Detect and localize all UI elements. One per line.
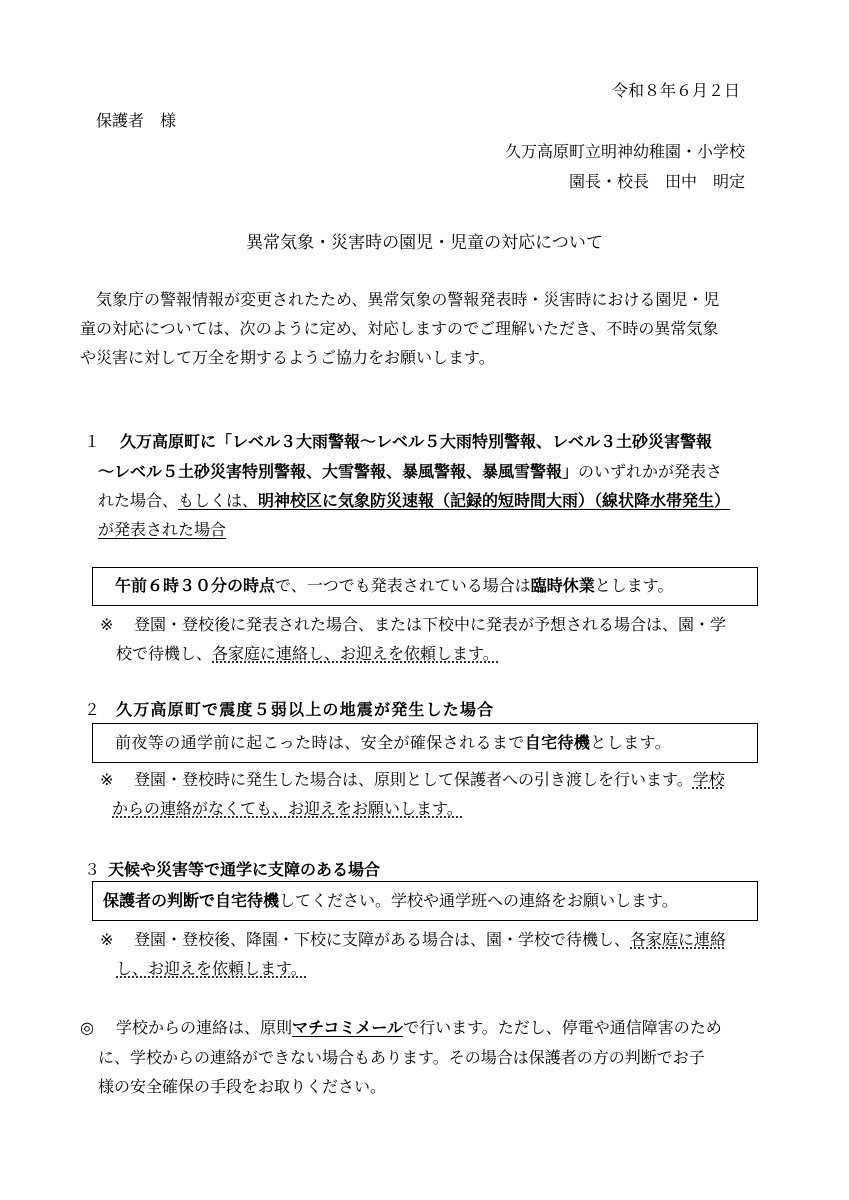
footer-line: に、学校からの連絡ができない場合もあります。その場合は保護者の方の判断でお子 bbox=[98, 1048, 705, 1067]
section-3-rule bbox=[103, 884, 678, 918]
rule-stay-home: 自宅待機 bbox=[524, 733, 591, 752]
section-1-text-underlined: が発表された場合 bbox=[98, 520, 227, 539]
document-title: 異常気象・災害時の園児・児童の対応について bbox=[246, 233, 603, 253]
note-text-underlined: 学校 bbox=[692, 770, 725, 789]
section-2-rule-box bbox=[92, 723, 758, 763]
section-number: １ bbox=[84, 432, 101, 451]
section-2-rule bbox=[115, 726, 671, 760]
footer-line bbox=[116, 1015, 722, 1041]
intro-line: や災害に対して万全を期するようご協力をお願いします。 bbox=[80, 348, 495, 367]
issuer-name: 園長・校長 田中 明定 bbox=[568, 172, 745, 191]
note-text: 校で待機し、 bbox=[116, 644, 213, 663]
section-3-rule-box bbox=[92, 881, 758, 921]
issue-date: 令和８年６月２日 bbox=[612, 81, 741, 100]
section-1-condition-text: のいずれかが発表さ bbox=[578, 462, 723, 481]
section-1-bulletin: 明神校区に気象防災速報（記録的短時間大雨）（線状降水帯発生） bbox=[258, 491, 731, 510]
section-1-text: れた場合、 bbox=[98, 491, 179, 510]
intro-line: 気象庁の警報情報が変更されたため、異常気象の警報発表時・災害時における園児・児 bbox=[96, 290, 720, 309]
rule-text: とします。 bbox=[590, 733, 672, 752]
rule-time: 午前６時３０分の時点 bbox=[115, 576, 276, 595]
note-text-underlined: 各家庭に連絡 bbox=[630, 930, 727, 949]
footer-mark: ◎ bbox=[80, 1018, 94, 1037]
section-number: ３ bbox=[84, 860, 101, 879]
rule-text: とします。 bbox=[594, 576, 674, 595]
note-mark: ※ bbox=[100, 615, 114, 634]
section-1-rule bbox=[115, 569, 673, 603]
note-mark: ※ bbox=[100, 930, 114, 949]
section-2-heading: 久万高原町で震度５弱以上の地震が発生した場合 bbox=[116, 700, 495, 719]
intro-line: 童の対応については、次のように定め、対応しますのでご理解いただき、不時の異常気象 bbox=[80, 319, 719, 338]
note-text: 登園・登校後、降園・下校に支障がある場合は、園・学校で待機し、 bbox=[134, 930, 631, 949]
section-1-condition-line bbox=[98, 488, 730, 514]
section-number: ２ bbox=[84, 700, 101, 719]
footer-line: 様の安全確保の手段をお取りください。 bbox=[98, 1077, 387, 1096]
rule-text: 前夜等の通学前に起こった時は、安全が確保されるまで bbox=[115, 733, 525, 752]
footer-text: 学校からの連絡は、原則 bbox=[116, 1018, 293, 1037]
section-1-note-line bbox=[116, 641, 499, 667]
rule-text: してください。学校や通学班への連絡をお願いします。 bbox=[279, 891, 678, 910]
rule-closure: 臨時休業 bbox=[530, 576, 595, 595]
rule-guardian-judgement: 保護者の判断で自宅待機 bbox=[103, 891, 280, 910]
note-text-underlined: 各家庭に連絡し、お迎えを依頼します。 bbox=[212, 644, 499, 663]
section-3-heading: 天候や災害等で通学に支障のある場合 bbox=[108, 860, 381, 879]
section-3-note-line bbox=[134, 927, 726, 953]
recipient: 保護者 様 bbox=[96, 111, 177, 130]
rule-text: で、一つでも発表されている場合は bbox=[275, 576, 531, 595]
footer-text: で行います。ただし、停電や通信障害のため bbox=[403, 1018, 722, 1037]
section-2-note-underlined: からの連絡がなくても、お迎えをお願いします。 bbox=[112, 799, 463, 818]
section-2-note-line bbox=[134, 767, 725, 793]
section-1-condition-bold: ～レベル５土砂災害特別警報、大雪警報、暴風警報、暴風雪警報」 bbox=[98, 462, 579, 481]
issuer-organization: 久万高原町立明神幼稚園・小学校 bbox=[504, 142, 745, 161]
section-1-note: 登園・登校後に発表された場合、または下校中に発表が予想される場合は、園・学 bbox=[134, 615, 727, 634]
section-1-condition-line bbox=[98, 459, 722, 485]
note-mark: ※ bbox=[100, 770, 114, 789]
footer-app-name: マチコミメール bbox=[292, 1018, 404, 1037]
note-text: 登園・登校時に発生した場合は、原則として保護者への引き渡しを行います。 bbox=[134, 770, 693, 789]
section-1-rule-box bbox=[92, 567, 758, 606]
section-3-note-underlined: し、お迎えを依頼します。 bbox=[116, 959, 307, 978]
section-1-condition: 久万高原町に「レベル３大雨警報～レベル５大雨特別警報、レベル３土砂災害警報 bbox=[120, 432, 713, 451]
section-1-text-underlined: もしくは、 bbox=[178, 491, 259, 510]
